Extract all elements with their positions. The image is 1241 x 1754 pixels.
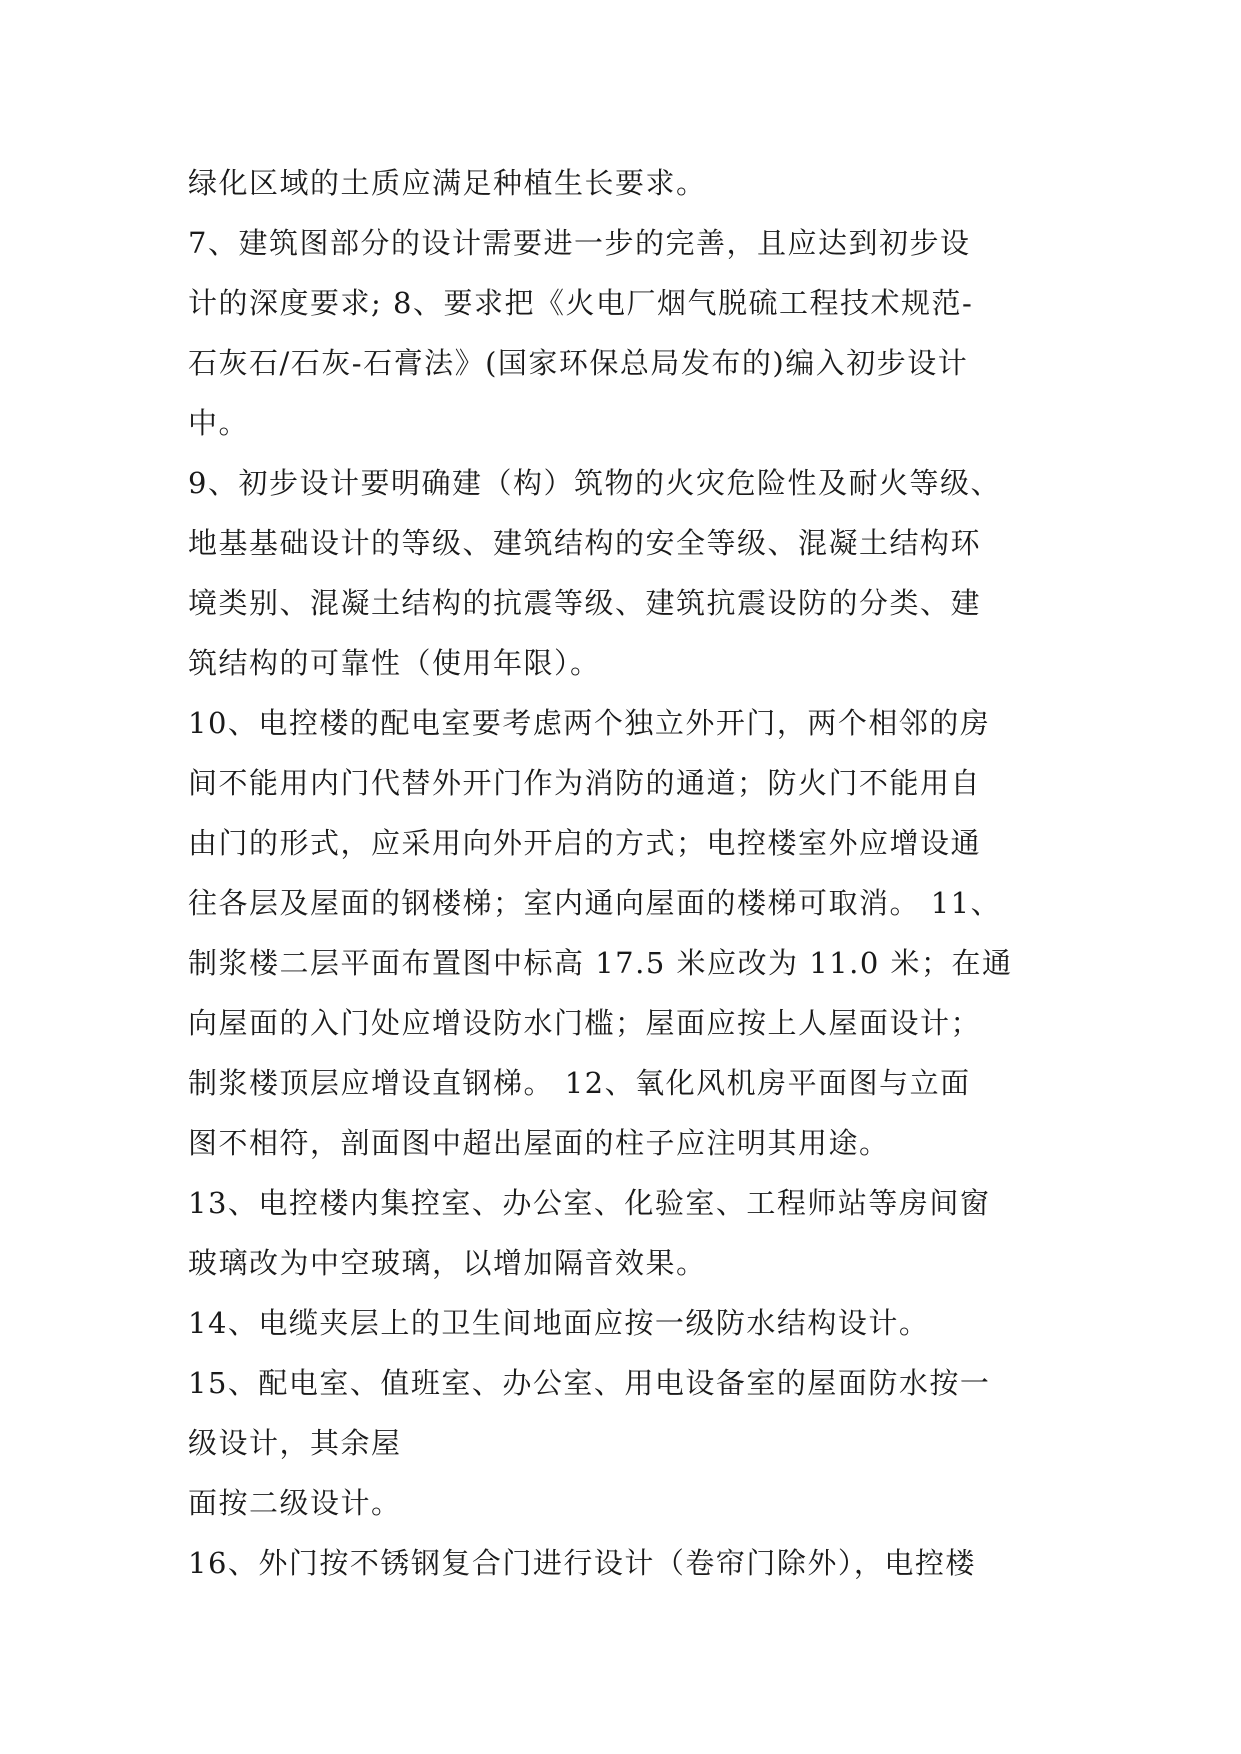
text-line: 制浆楼顶层应增设直钢梯。 12、氧化风机房平面图与立面 [188,1066,971,1100]
text-line: 间不能用内门代替外开门作为消防的通道；防火门不能用自 [188,766,982,800]
text-line: 15、配电室、值班室、办公室、用电设备室的屋面防水按一 [188,1366,991,1400]
text-line: 计的深度要求; 8、要求把《火电厂烟气脱硫工程技术规范- [188,286,974,320]
text-line: 制浆楼二层平面布置图中标高 17.5 米应改为 11.0 米；在通 [188,946,1013,980]
text-line: 中。 [188,406,250,440]
text-line: 9、初步设计要明确建（构）筑物的火灾危险性及耐火等级、 [188,466,1001,500]
text-line: 玻璃改为中空玻璃，以增加隔音效果。 [188,1246,707,1280]
text-line: 境类别、混凝土结构的抗震等级、建筑抗震设防的分类、建 [188,586,982,620]
text-line: 由门的形式，应采用向外开启的方式；电控楼室外应增设通 [188,826,982,860]
text-line: 10、电控楼的配电室要考虑两个独立外开门，两个相邻的房 [188,706,991,740]
text-line: 往各层及屋面的钢楼梯；室内通向屋面的楼梯可取消。 11、 [188,886,1002,920]
text-line: 绿化区域的土质应满足种植生长要求。 [188,166,707,200]
text-line: 向屋面的入门处应增设防水门槛；屋面应按上人屋面设计； [188,1006,982,1040]
text-line: 筑结构的可靠性（使用年限）。 [188,646,601,680]
text-line: 13、电控楼内集控室、办公室、化验室、工程师站等房间窗 [188,1186,991,1220]
text-line: 石灰石/石灰-石膏法》(国家环保总局发布的)编入初步设计 [188,346,969,380]
text-line: 7、建筑图部分的设计需要进一步的完善，且应达到初步设 [188,226,971,260]
text-line: 地基基础设计的等级、建筑结构的安全等级、混凝土结构环 [188,526,982,560]
text-line: 16、外门按不锈钢复合门进行设计（卷帘门除外），电控楼 [188,1546,976,1580]
document-body [188,153,1068,1593]
text-line: 级设计，其余屋 [188,1426,402,1460]
text-line: 图不相符，剖面图中超出屋面的柱子应注明其用途。 [188,1126,890,1160]
text-line: 14、电缆夹层上的卫生间地面应按一级防水结构设计。 [188,1306,930,1340]
text-line: 面按二级设计。 [188,1486,402,1520]
